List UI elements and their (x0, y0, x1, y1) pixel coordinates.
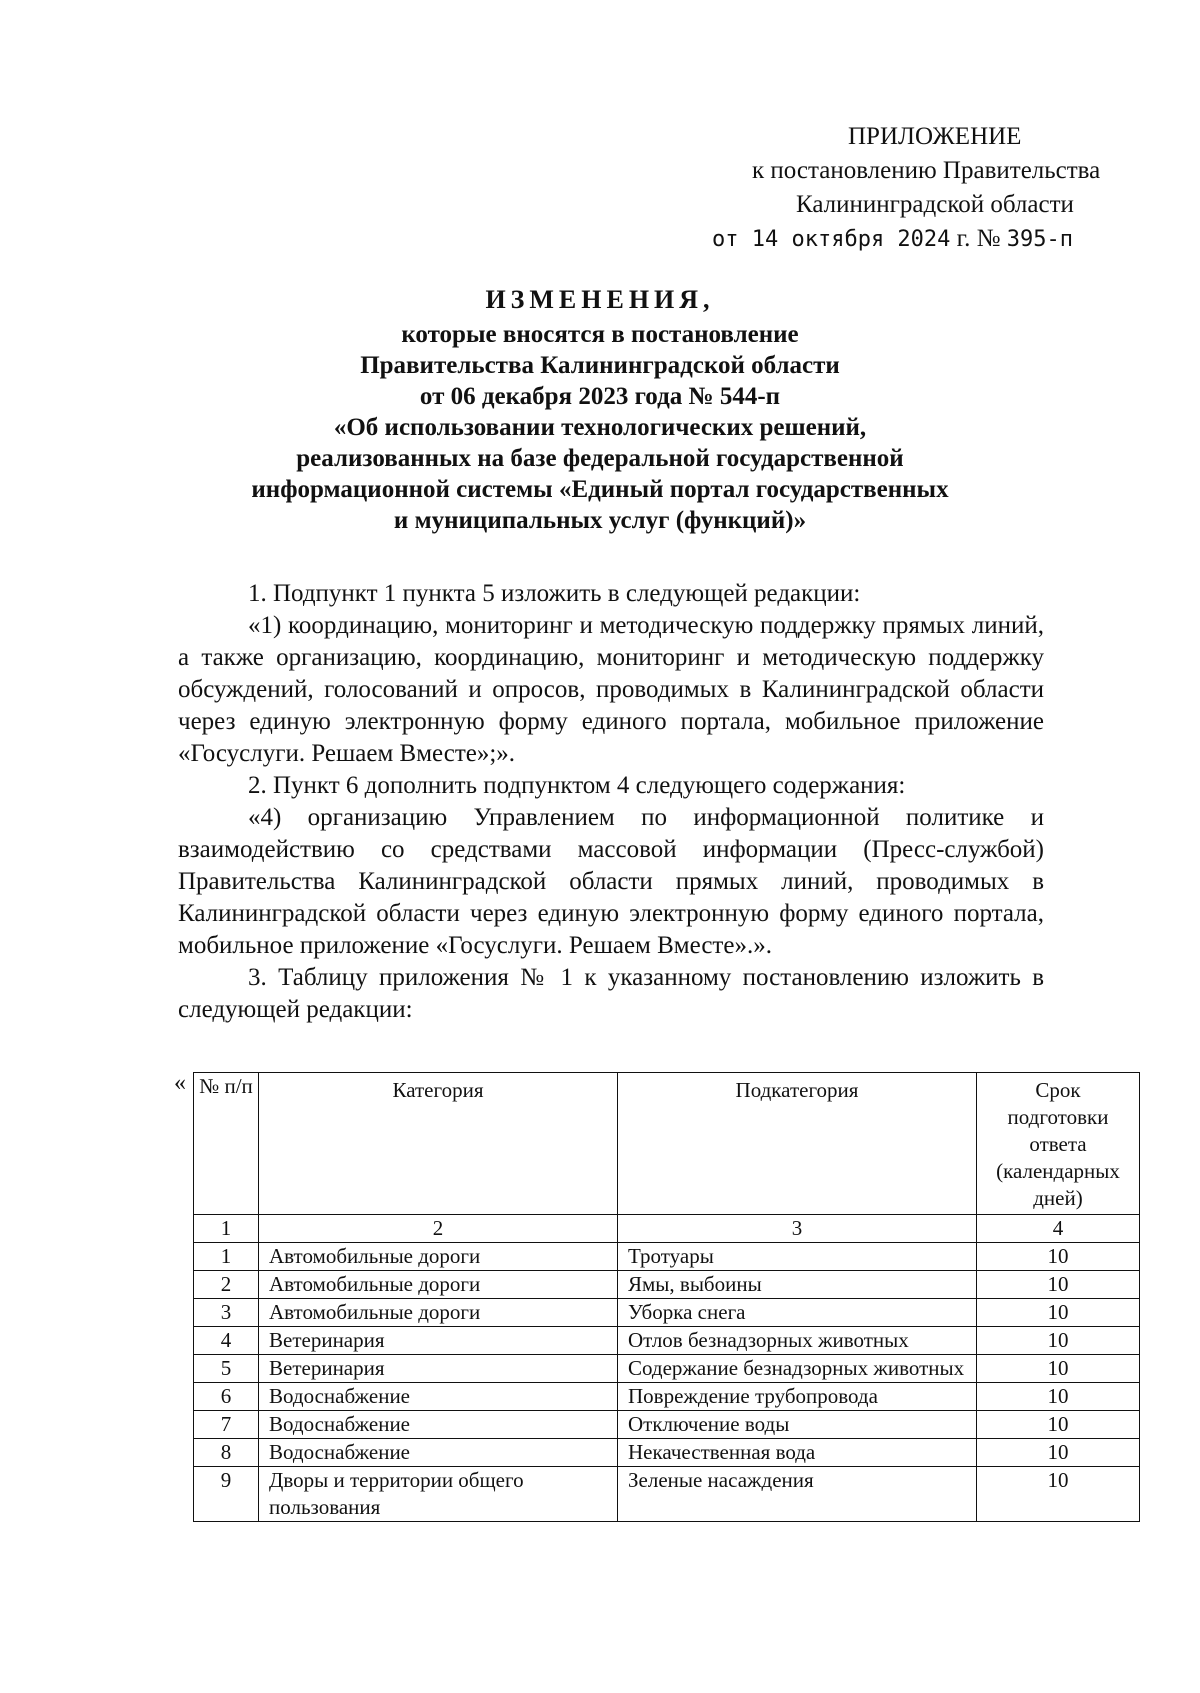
appendix-date-line (712, 222, 1073, 257)
table-body (194, 1215, 1140, 1522)
paragraph-1: 1. Подпункт 1 пункта 5 изложить в следующей редакции: (248, 580, 861, 607)
cell-term: 10 (977, 1411, 1140, 1439)
document-heading (170, 284, 1030, 536)
appendix-date-mid: г. № (950, 225, 1007, 252)
paragraph-4: «4) организацию Управлением по информационной политике и взаимодействию со средствами массовой информации (Пресс-службой) Правительства Калининградской области прямых линий, проводимых в Калининградской области через единую электронную форму единого портала, мобильное приложение «Госуслуги. Решаем Вместе».». (178, 804, 1044, 959)
cell-category: Водоснабжение (259, 1439, 618, 1467)
cell-category: Автомобильные дороги (259, 1271, 618, 1299)
cell-term: 10 (977, 1243, 1140, 1271)
cell-no: 7 (194, 1411, 259, 1439)
cell-term: 10 (977, 1439, 1140, 1467)
table-header-row (194, 1073, 1140, 1215)
heading-line: которые вносятся в постановление (401, 321, 799, 348)
cell-subcategory: Зеленые насаждения (618, 1467, 977, 1522)
cell-subcategory: Некачественная вода (618, 1439, 977, 1467)
heading-title: ИЗМЕНЕНИЯ, (485, 285, 715, 314)
cell-term: 10 (977, 1383, 1140, 1411)
cell-subcategory: Содержание безнадзорных животных (618, 1355, 977, 1383)
cell-category: Автомобильные дороги (259, 1243, 618, 1271)
heading-line: Правительства Калининградской области (360, 352, 840, 379)
table-row (194, 1383, 1140, 1411)
cell-category: Ветеринария (259, 1355, 618, 1383)
heading-line: и муниципальных услуг (функций)» (393, 507, 807, 534)
paragraph-3: 2. Пункт 6 дополнить подпунктом 4 следующего содержания: (248, 772, 906, 799)
cell-subcategory: Повреждение трубопровода (618, 1383, 977, 1411)
cell-subcategory: Ямы, выбоины (618, 1271, 977, 1299)
heading-line: информационной системы «Единый портал государственных (251, 476, 949, 503)
column-number-row (194, 1215, 1140, 1243)
cell-category: Дворы и территории общего пользования (259, 1467, 618, 1522)
appendix-number: 395-п (1006, 227, 1073, 252)
cell-category: Водоснабжение (259, 1383, 618, 1411)
header-term: Срок подготовки ответа (календарных дней) (977, 1073, 1140, 1215)
heading-line: «Об использовании технологических решений, (333, 414, 867, 441)
appendix-title: ПРИЛОЖЕНИЕ (848, 123, 1022, 150)
table-open-quote: « (174, 1070, 186, 1096)
table-row (194, 1439, 1140, 1467)
cell-category: Автомобильные дороги (259, 1299, 618, 1327)
column-number: 4 (977, 1215, 1140, 1243)
column-number: 3 (618, 1215, 977, 1243)
cell-term: 10 (977, 1271, 1140, 1299)
cell-no: 4 (194, 1327, 259, 1355)
cell-term: 10 (977, 1467, 1140, 1522)
appendix-line-2: Калининградской области (796, 191, 1074, 218)
table-row (194, 1243, 1140, 1271)
table-row (194, 1355, 1140, 1383)
cell-subcategory: Отключение воды (618, 1411, 977, 1439)
categories-table (193, 1072, 1140, 1522)
appendix-line-1: к постановлению Правительства (752, 157, 1101, 184)
cell-category: Ветеринария (259, 1327, 618, 1355)
cell-no: 9 (194, 1467, 259, 1522)
header-category: Категория (259, 1073, 618, 1215)
heading-line: от 06 декабря 2023 года № 544-п (419, 383, 781, 410)
paragraph-5: 3. Таблицу приложения № 1 к указанному постановлению изложить в следующей редакции: (178, 964, 1044, 1023)
cell-subcategory: Отлов безнадзорных животных (618, 1327, 977, 1355)
cell-subcategory: Тротуары (618, 1243, 977, 1271)
paragraph-2: «1) координацию, мониторинг и методическую поддержку прямых линий, а также организацию, координацию, мониторинг и методическую поддержку обсуждений, голосований и опросов, проводимых в Калининградской области через единую электронную форму единого портала, мобильное приложение «Госуслуги. Решаем Вместе»;». (178, 612, 1044, 767)
cell-no: 6 (194, 1383, 259, 1411)
cell-no: 3 (194, 1299, 259, 1327)
cell-no: 5 (194, 1355, 259, 1383)
appendix-date: от 14 октября 2024 (712, 227, 951, 252)
heading-line: реализованных на базе федеральной государственной (296, 445, 904, 472)
header-subcategory: Подкатегория (618, 1073, 977, 1215)
document-body (178, 578, 1044, 1026)
cell-term: 10 (977, 1299, 1140, 1327)
cell-subcategory: Уборка снега (618, 1299, 977, 1327)
column-number: 1 (194, 1215, 259, 1243)
header-no: № п/п (194, 1073, 259, 1215)
cell-term: 10 (977, 1327, 1140, 1355)
cell-category: Водоснабжение (259, 1411, 618, 1439)
table-row (194, 1467, 1140, 1522)
cell-term: 10 (977, 1355, 1140, 1383)
table-row (194, 1327, 1140, 1355)
table-row (194, 1411, 1140, 1439)
table-row (194, 1299, 1140, 1327)
column-number: 2 (259, 1215, 618, 1243)
cell-no: 1 (194, 1243, 259, 1271)
cell-no: 8 (194, 1439, 259, 1467)
table-row (194, 1271, 1140, 1299)
cell-no: 2 (194, 1271, 259, 1299)
